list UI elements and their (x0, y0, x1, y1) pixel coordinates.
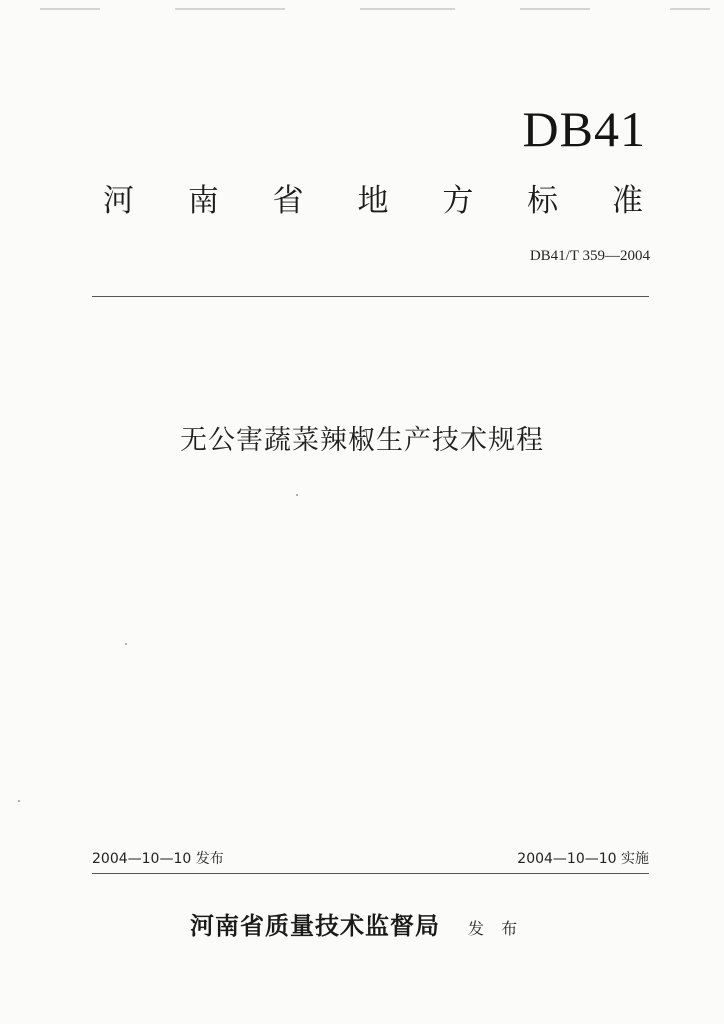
footer-divider (92, 873, 649, 874)
issuing-authority: 河南省质量技术监督局 (190, 911, 440, 940)
header-divider (92, 296, 649, 297)
issuer-row (190, 906, 523, 941)
standard-code-mark: DB41 (522, 101, 646, 157)
standard-type-char: 河 (103, 183, 134, 219)
standard-type-char: 标 (527, 183, 559, 219)
scan-speck (125, 643, 127, 645)
issue-date: 2004—10—10 发布 (92, 851, 224, 867)
scan-speck (18, 800, 20, 802)
scan-edge-artifact (0, 8, 724, 11)
standard-type-heading (103, 183, 643, 219)
scan-speck (296, 494, 298, 496)
standard-type-char: 地 (357, 183, 389, 219)
standard-type-char: 南 (187, 183, 219, 219)
standard-number: DB41/T 359—2004 (529, 248, 650, 264)
standard-type-char: 方 (442, 183, 474, 219)
standard-type-char: 省 (272, 183, 304, 219)
standard-type-char: 准 (611, 183, 643, 219)
issue-label: 发 布 (468, 919, 524, 938)
implement-date: 2004—10—10 实施 (517, 851, 649, 867)
document-title: 无公害蔬菜辣椒生产技术规程 (180, 425, 544, 456)
date-row (92, 848, 649, 868)
